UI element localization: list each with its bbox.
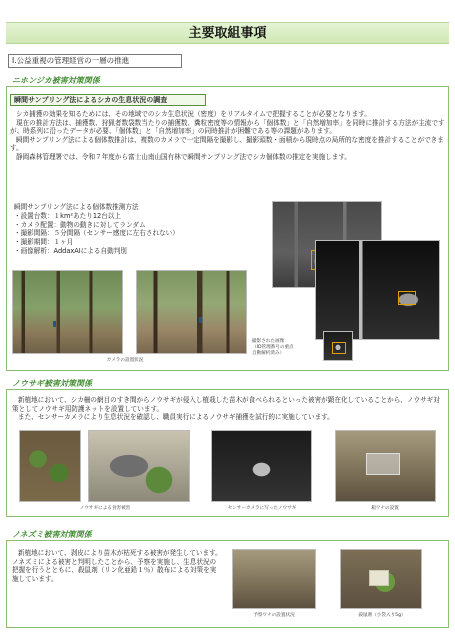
deer-paragraphs bbox=[10, 110, 445, 162]
detection-box bbox=[332, 342, 346, 354]
deer-box-title: 瞬間サンプリング法によるシカの生息状況の調査 bbox=[10, 94, 206, 106]
hare-damage-photo-2 bbox=[88, 430, 190, 502]
deer-para-4: 静岡森林管理署では、令和７年度から富士山南山国有林で瞬間サンプリング法でシカ個体数の推定を実施します。 bbox=[16, 152, 352, 161]
deer-para-3: 瞬間サンプリング法による個体数推計は、複数のカメラで一定間隔を撮影し、撮影頭数・面積から現時点の局所的な密度を推計することができます。 bbox=[10, 135, 444, 153]
deer-trail-camera-image-3 bbox=[323, 331, 353, 361]
rodenticide-photo bbox=[340, 549, 422, 609]
camera-installation-photo-2 bbox=[136, 270, 247, 354]
mouse-trap-photo bbox=[232, 549, 316, 609]
deer-para-1: シカ捕獲の効果を知るためには、その地域でのシカ生息状況（密度）をリアルタイムで把握することが必要となります。 bbox=[16, 110, 371, 118]
hare-damage-photo-1 bbox=[19, 430, 81, 502]
mouse-heading: ノネズミ被害対策関係 bbox=[12, 530, 92, 539]
deer-list-item: ・画像解析：AddaxAIによる自動判別 bbox=[14, 246, 127, 255]
bait-bag bbox=[369, 570, 389, 586]
camera-marker bbox=[199, 317, 202, 323]
hare-heading: ノウサギ被害対策関係 bbox=[12, 379, 92, 388]
camera-marker bbox=[53, 321, 56, 327]
detection-box bbox=[398, 291, 416, 305]
deer-heading: ニホンジカ被害対策関係 bbox=[12, 76, 100, 85]
cameras-caption: カメラの設置状況 bbox=[106, 358, 144, 363]
hare-paragraphs bbox=[12, 396, 444, 422]
deer-para-2: 現在の推計方法は、捕獲数、狩猟者数袋数当たりの捕獲数、糞粒密度等の情報から「個体数」と「自然増加率」を同時に推計する方法が主流ですが、時系列に沿ったデータが必要、「個体数」と「自然増加率」の同時推計が困難である等の課題があります。 bbox=[10, 118, 445, 136]
deer-method-list bbox=[14, 203, 254, 256]
hare-para-2: また、センサーカメラにより生息状況を確認し、職員実行によるノウサギ捕獲を試行的に実施しています。 bbox=[18, 413, 334, 422]
hare-para-1: 新植地において、シカ柵の網目のすき間からノウサギが侵入し植栽した苗木が食べられるといった被害が顕在化していることから、ノウサギ対策としてノウサギ用防護ネットを設置しています。 bbox=[12, 396, 440, 413]
deer-list-item: ・撮影間隔：５分間隔（センサー感度に左右されない） bbox=[14, 229, 179, 238]
hare-camera-caption: センサーカメラに写ったノウサギ bbox=[227, 506, 297, 511]
deer-list-item: ・カメラ配置：動物の動きに対してランダム bbox=[14, 220, 146, 229]
mouse-trap-caption: 予察ワナの設置状況 bbox=[253, 613, 295, 618]
rodenticide-caption: 殺鼠剤（小袋入り5g） bbox=[358, 613, 406, 618]
page-title: 主要取組事項 bbox=[6, 22, 449, 44]
hare-trap-photo bbox=[335, 430, 436, 502]
trap-box bbox=[366, 453, 400, 475]
images-caption-note: （ID管理番号の重点 自動解析済み） bbox=[252, 345, 294, 356]
hare-trap-caption: 箱ワナの設置 bbox=[371, 506, 399, 511]
deer-list-item: ・撮影期間：１ヶ月 bbox=[14, 238, 74, 247]
deer-list-item: ・設置台数：１km²あたり12台以上 bbox=[14, 211, 121, 220]
section-header: Ⅰ.公益重視の管理経営の一層の推進 bbox=[8, 54, 182, 68]
camera-installation-photo-1 bbox=[12, 270, 123, 354]
images-caption: 撮影された画像 bbox=[252, 339, 285, 344]
hare-damage-caption: ノウサギによる食害被害 bbox=[79, 506, 131, 511]
deer-list-title: 瞬間サンプリング法による個体数推測方法 bbox=[14, 203, 139, 211]
mouse-paragraph: 新植地において、剥皮により苗木が枯死する被害が発生しています。ノネズミによる被害と判明したことから、予察を実施し、生息状況の把握を行うとともに、殺鼠剤（リン化亜鉛１％）散布による対策を実施しています。 bbox=[12, 549, 222, 583]
deer-trail-camera-image-2 bbox=[315, 240, 440, 340]
hare-sensor-camera-photo bbox=[211, 430, 312, 502]
